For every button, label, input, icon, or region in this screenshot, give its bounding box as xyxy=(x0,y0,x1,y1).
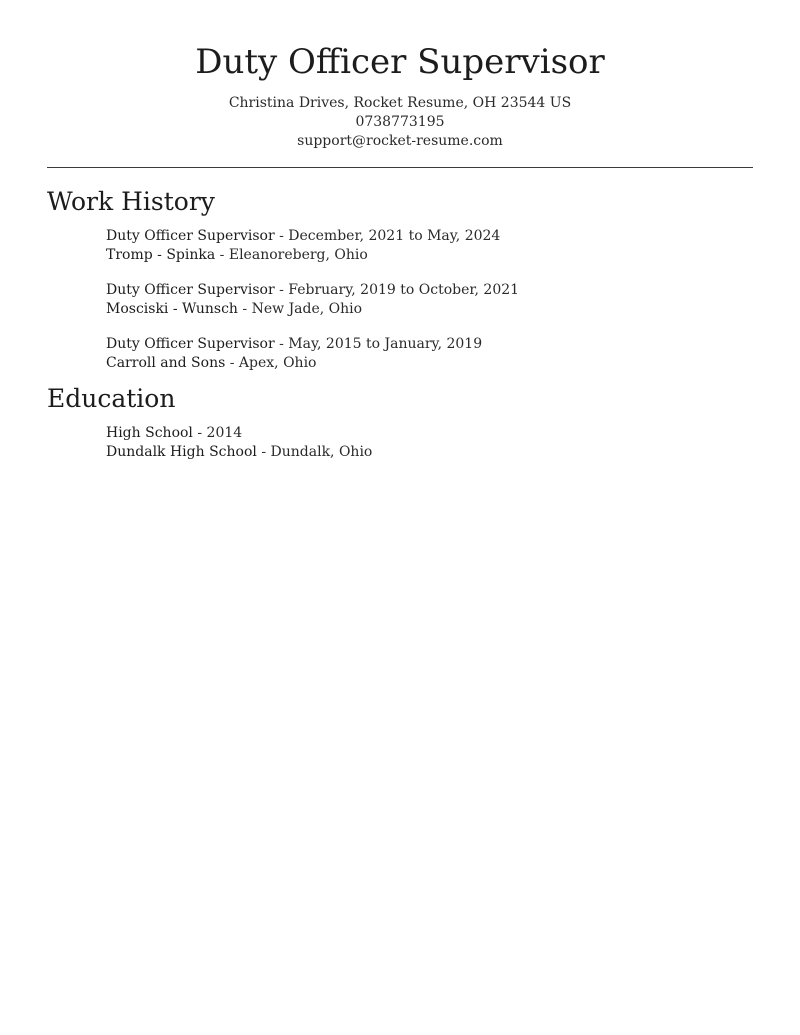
work-entry xyxy=(106,335,482,373)
separator: - xyxy=(215,247,229,263)
contact-email: support@rocket-resume.com xyxy=(297,133,503,149)
education-year: 2014 xyxy=(206,425,243,441)
contact-phone: 0738773195 xyxy=(355,114,445,130)
education-school: Dundalk High School xyxy=(106,444,257,460)
separator: - xyxy=(225,355,239,371)
resume-header xyxy=(0,0,800,151)
work-dates: May, 2015 to January, 2019 xyxy=(288,336,483,352)
separator: - xyxy=(274,282,289,298)
contact-address: Christina Drives, Rocket Resume, OH 23544 US xyxy=(228,95,572,111)
work-dates: December, 2021 to May, 2024 xyxy=(288,228,501,244)
separator: - xyxy=(192,425,207,441)
work-location: Apex, Ohio xyxy=(238,355,317,371)
work-entry xyxy=(106,227,500,265)
work-employer: Carroll and Sons xyxy=(106,355,226,371)
work-role: Duty Officer Supervisor xyxy=(106,336,275,352)
separator: - xyxy=(274,228,289,244)
work-role: Duty Officer Supervisor xyxy=(106,228,275,244)
separator: - xyxy=(237,301,252,317)
work-location: New Jade, Ohio xyxy=(251,301,363,317)
education-degree: High School xyxy=(106,425,193,441)
education-entry xyxy=(106,424,372,462)
education-location: Dundalk, Ohio xyxy=(270,444,373,460)
work-history-heading: Work History xyxy=(47,187,215,216)
work-employer: Tromp - Spinka xyxy=(106,247,216,263)
candidate-name: Duty Officer Supervisor xyxy=(195,42,605,82)
separator: - xyxy=(256,444,271,460)
work-dates: February, 2019 to October, 2021 xyxy=(288,282,520,298)
education-heading: Education xyxy=(47,384,176,413)
work-role: Duty Officer Supervisor xyxy=(106,282,275,298)
work-location: Eleanoreberg, Ohio xyxy=(228,247,368,263)
header-divider xyxy=(47,167,753,168)
work-entry xyxy=(106,281,519,319)
work-employer: Mosciski - Wunsch xyxy=(106,301,238,317)
separator: - xyxy=(274,336,289,352)
